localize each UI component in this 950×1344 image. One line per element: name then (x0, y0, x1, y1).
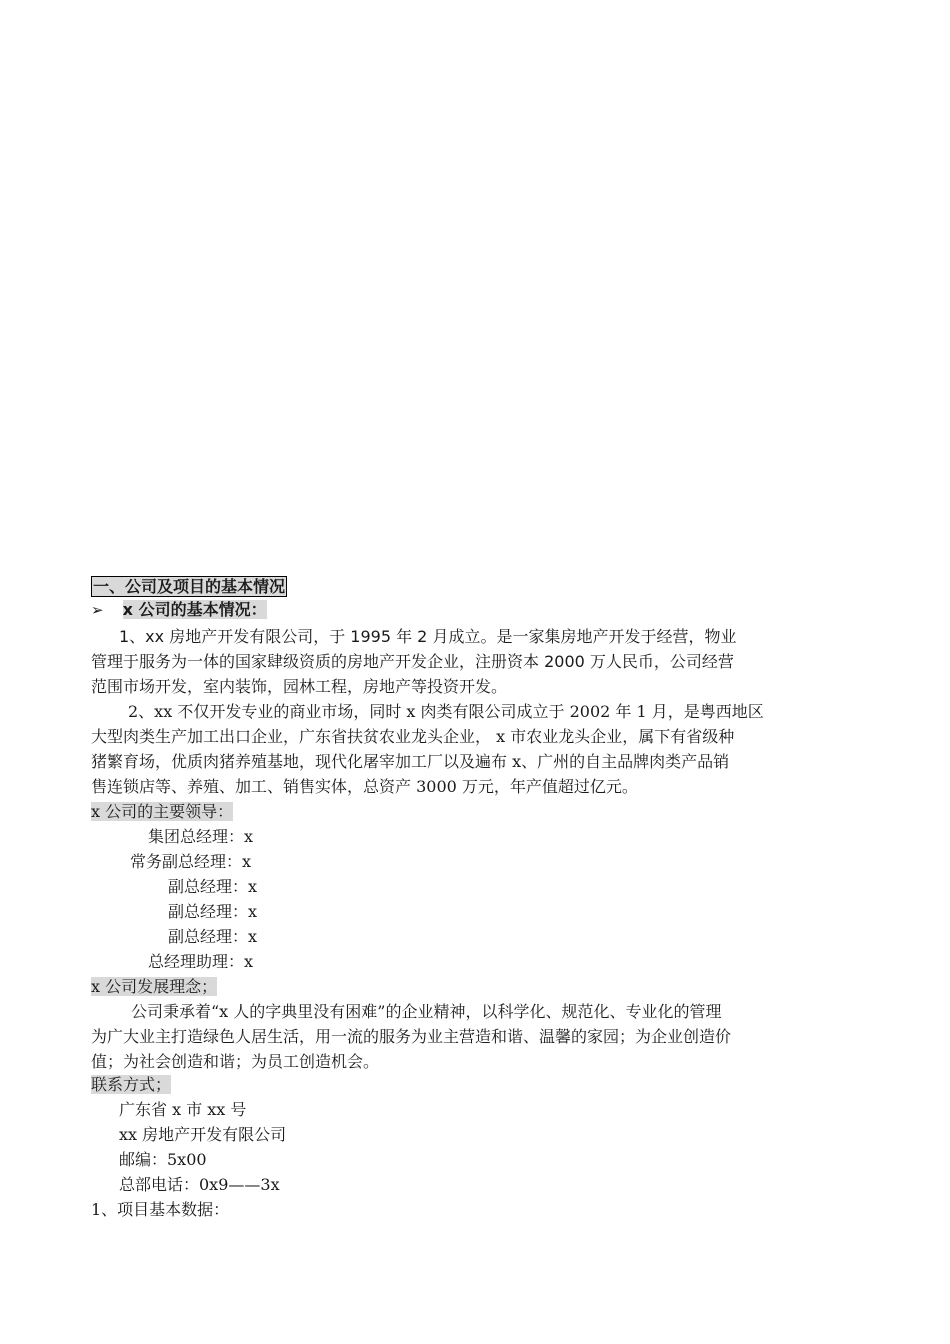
leader-item: 集团总经理：x (148, 827, 254, 846)
leaders-title: x 公司的主要领导： (91, 802, 234, 821)
para1-line-3: 范围市场开发，室内装饰，园林工程，房地产等投资开发。 (91, 677, 508, 696)
para2-line-4: 售连锁店等、养殖、加工、销售实体，总资产 3000 万元，年产值超过亿元。 (91, 777, 638, 796)
philosophy-title-row (91, 975, 217, 999)
leader-item: 常务副总经理：x (130, 852, 252, 871)
project-title: 1、项目基本数据： (91, 1200, 230, 1219)
arrow-bullet-icon: ➢ (91, 601, 104, 619)
contact-phone: 总部电话：0x9——3x (119, 1175, 280, 1194)
leader-item: 副总经理：x (168, 902, 258, 921)
contact-company: xx 房地产开发有限公司 (119, 1125, 287, 1144)
para1-line-1: 1、xx 房地产开发有限公司，于 1995 年 2 月成立。是一家集房地产开发于经营，物业 (119, 627, 737, 646)
contact-title-row (91, 1073, 171, 1097)
para2-line-3: 猪繁育场，优质肉猪养殖基地，现代化屠宰加工厂以及遍布 x、广州的自主品牌肉类产品销 (91, 752, 730, 771)
leader-item: 副总经理：x (168, 877, 258, 896)
contact-title: 联系方式； (91, 1075, 172, 1094)
subheading-row (91, 598, 267, 622)
philosophy-line-2: 为广大业主打造绿色人居生活，用一流的服务为业主营造和谐、温馨的家园；为企业创造价 (91, 1027, 732, 1046)
para2-line-2: 大型肉类生产加工出口企业，广东省扶贫农业龙头企业， x 市农业龙头企业，属下有省级种 (91, 727, 735, 746)
para2-line-1: 2、xx 不仅开发专业的商业市场，同时 x 肉类有限公司成立于 2002 年 1 月，是粤西地区 (128, 702, 764, 721)
philosophy-line-1: 公司秉承着“x 人的字典里没有困难”的企业精神，以科学化、规范化、专业化的管理 (131, 1002, 722, 1021)
section-heading: 一、公司及项目的基本情况 (93, 577, 286, 596)
philosophy-title: x 公司发展理念； (91, 977, 218, 996)
leader-item: 副总经理：x (168, 927, 258, 946)
leader-item: 总经理助理：x (148, 952, 254, 971)
subheading: x 公司的基本情况： (122, 600, 267, 619)
section-heading-row (91, 575, 287, 599)
para1-line-2: 管理于服务为一体的国家肆级资质的房地产开发企业，注册资本 2000 万人民币，公司经营 (91, 652, 734, 671)
contact-address: 广东省 x 市 xx 号 (119, 1100, 247, 1119)
philosophy-line-3: 值；为社会创造和谐；为员工创造机会。 (91, 1052, 380, 1071)
leaders-title-row (91, 800, 233, 824)
contact-postcode: 邮编：5x00 (119, 1150, 207, 1169)
